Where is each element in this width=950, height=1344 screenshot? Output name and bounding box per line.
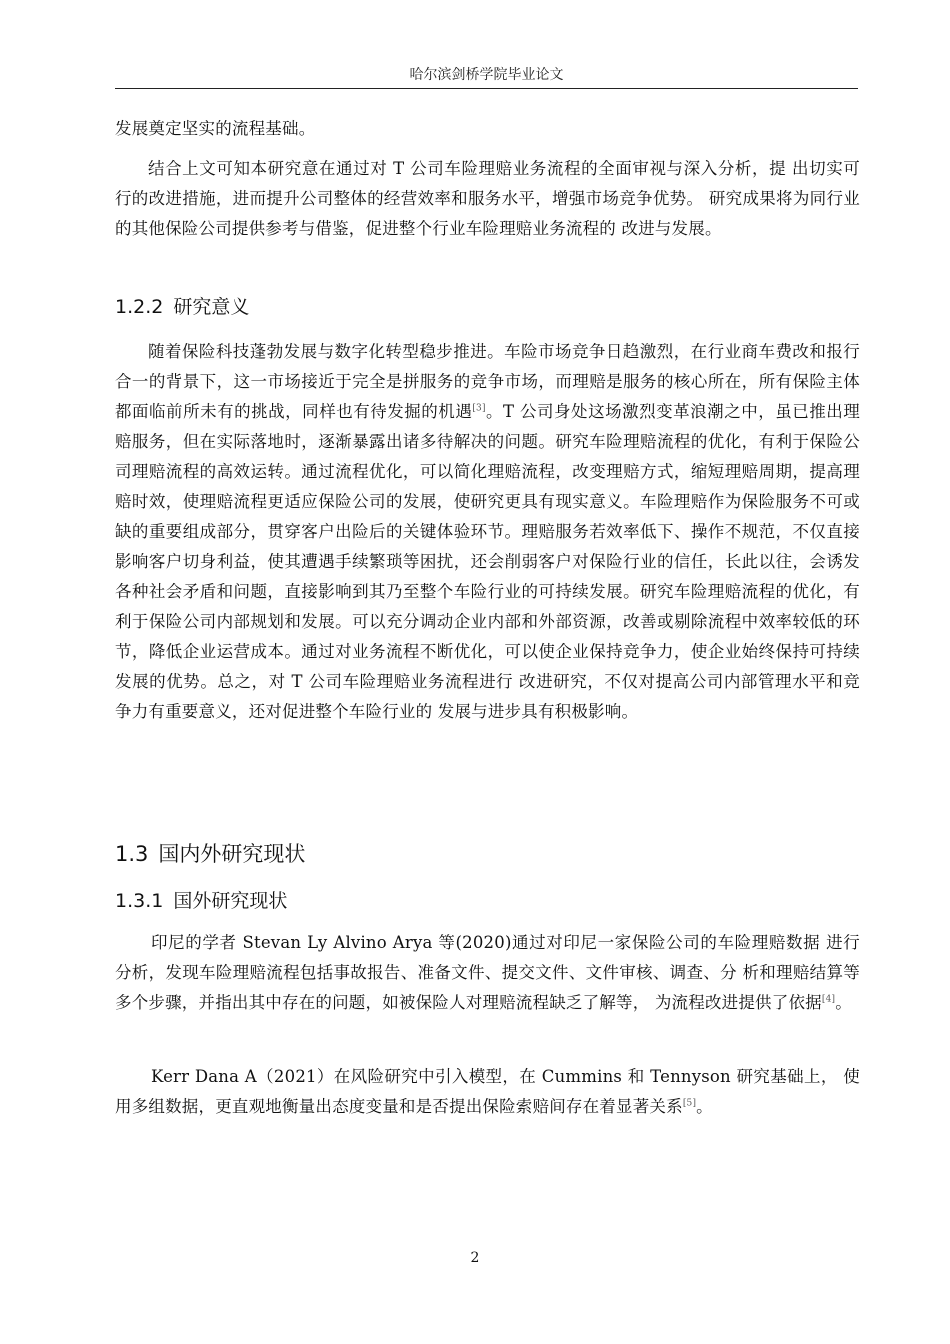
heading-number: 1.3	[115, 842, 149, 866]
paragraph-continuation: 发展奠定坚实的流程基础。	[115, 119, 316, 138]
citation-ref: [4]	[821, 994, 836, 1005]
paragraph-research-aim: 结合上文可知本研究意在通过对 T 公司车险理赔业务流程的全面审视与深入分析，提 出切实可行的改进措施，进而提升公司整体的经营效率和服务水平，增强市场竞争优势。 研究成果将为同行业的其他保险公司提供参考与借鉴，促进整个行业车险理赔业务流程的 改进与发展。	[115, 159, 860, 238]
heading-number: 1.2.2	[115, 296, 164, 318]
heading-text: 国外研究现状	[173, 890, 288, 912]
page-header: 哈尔滨剑桥学院毕业论文	[409, 67, 564, 83]
header-divider	[115, 88, 858, 89]
heading-text: 研究意义	[173, 296, 250, 318]
heading-1-3-1	[115, 886, 287, 913]
paragraph-text: 。	[835, 993, 852, 1012]
paragraph-text: 随着保险科技蓬勃发展与数字化转型稳步推进。车险市场竞争日趋激烈，在行业商车费改和报行合一的背景下，这一市场接近于完全是拼服务的竞争市场，而理赔是服务的核心所在，所有保险主体都面临前所未有的挑战，同样也有待发掘的机遇	[115, 342, 860, 421]
citation-ref: [3]	[472, 403, 486, 414]
paragraph-foreign-research-1	[115, 928, 860, 1018]
paragraph-text: 印尼的学者 Stevan Ly Alvino Arya 等(2020)通过对印尼一家保险公司的车险理赔数据 进行分析，发现车险理赔流程包括事故报告、准备文件、提交文件、文件审核、调查、分 析和理赔结算等多个步骤，并指出其中存在的问题，如被保险人对理赔流程缺乏了解等， 为流程改进提供了依据	[115, 933, 860, 1012]
paragraph-significance	[115, 337, 860, 727]
paragraph-text: 。T 公司身处这场激烈变革浪潮之中，虽已推出理赔服务，但在实际落地时，逐渐暴露出诸多待解决的问题。研究车险理赔流程的优化，有利于保险公司理赔流程的高效运转。通过流程优化，可以简化理赔流程，改变理赔方式，缩短理赔周期，提高理赔时效，使理赔流程更适应保险公司的发展，使研究更具有现实意义。车险理赔作为保险服务不可或缺的重要组成部分，贯穿客户出险后的关键体验环节。理赔服务若效率低下、操作不规范，不仅直接影响客户切身利益，使其遭遇手续繁琐等困扰，还会削弱客户对保险行业的信任，长此以往，会诱发各种社会矛盾和问题，直接影响到其乃至整个车险行业的可持续发展。研究车险理赔流程的优化，有利于保险公司内部规划和发展。可以充分调动企业内部和外部资源，改善或剔除流程中效率较低的环节，降低企业运营成本。通过对业务流程不断优化，可以使企业保持竞争力，使企业始终保持可持续发展的优势。总之，对 T 公司车险理赔业务流程进行 改进研究，不仅对提高公司内部管理水平和竞争力有重要意义，还对促进整个车险行业的 发展与进步具有积极影响。	[115, 402, 861, 721]
page-number: 2	[470, 1250, 480, 1266]
citation-ref: [5]	[682, 1098, 697, 1109]
heading-text: 国内外研究现状	[158, 842, 306, 866]
heading-number: 1.3.1	[115, 890, 164, 912]
heading-1-3	[115, 838, 305, 868]
heading-1-2-2	[115, 292, 249, 319]
paragraph-text: Kerr Dana A（2021）在风险研究中引入模型，在 Cummins 和 Tennyson 研究基础上， 使用多组数据，更直观地衡量出态度变量和是否提出保险索赔间存在着显著关系	[115, 1067, 860, 1116]
paragraph-foreign-research-2	[115, 1062, 860, 1122]
paragraph-text: 。	[696, 1097, 713, 1116]
